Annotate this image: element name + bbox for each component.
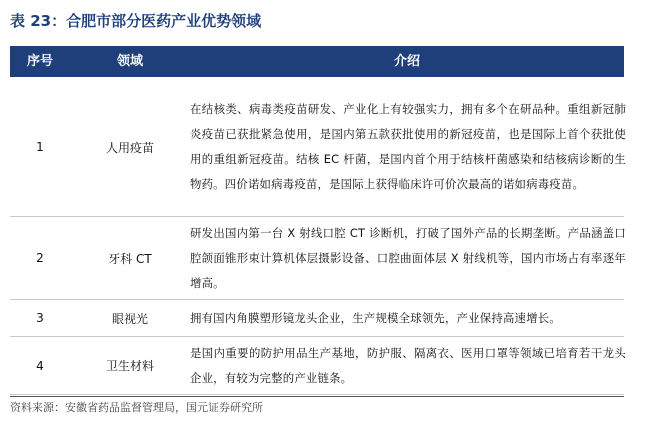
- row-description: 是国内重要的防护用品生产基地，防护服、隔离衣、医用口罩等领域已培育若干龙头企业，有较为完整的产业链条。: [190, 345, 626, 385]
- header-description: 介绍: [393, 54, 420, 69]
- row-number: 2: [36, 251, 44, 265]
- row-description: 研发出国内第一台 X 射线口腔 CT 诊断机，打破了国外产品的长期垄断。产品涵盖口腔颌面锥形束计算机体层摄影设备、口腔曲面体层 X 射线机等，国内市场占有率逐年增高。: [190, 225, 626, 290]
- row-description: 在结核类、病毒类疫苗研发、产业化上有较强实力，拥有多个在研品种。重组新冠肺炎疫苗已获批紧急使用，是国内第五款获批使用的新冠疫苗，也是国际上首个获批使用的重组新冠疫苗。结核 EC 杆菌，是国内首个用于结核杆菌感染和结核病诊断的生物药。四价诺如病毒疫苗，是国际上获得临床许可价次最高的诺如病毒疫苗。: [190, 102, 626, 191]
- row-number: 4: [36, 358, 44, 373]
- source-note: 资料来源：安徽省药品监督管理局，国元证券研究所: [10, 396, 624, 419]
- header-field: 领域: [116, 54, 143, 69]
- table-row: [10, 78, 624, 217]
- row-description: 拥有国内角膜塑形镜龙头企业，生产规模全球领先，产业保持高速增长。: [190, 310, 561, 325]
- table-row: [10, 337, 624, 395]
- table-title: 表 23：合肥市部分医药产业优势领域: [10, 12, 262, 30]
- row-field: 眼视光: [111, 311, 148, 326]
- table-row: [10, 300, 624, 337]
- row-number: 3: [36, 311, 44, 325]
- row-number: 1: [36, 140, 44, 154]
- header-number: 序号: [26, 54, 53, 69]
- row-field: 人用疫苗: [105, 140, 154, 155]
- row-field: 卫生材料: [105, 359, 154, 373]
- table-header-row: [10, 46, 624, 77]
- row-field: 牙科 CT: [108, 251, 152, 266]
- table-row: [10, 217, 624, 300]
